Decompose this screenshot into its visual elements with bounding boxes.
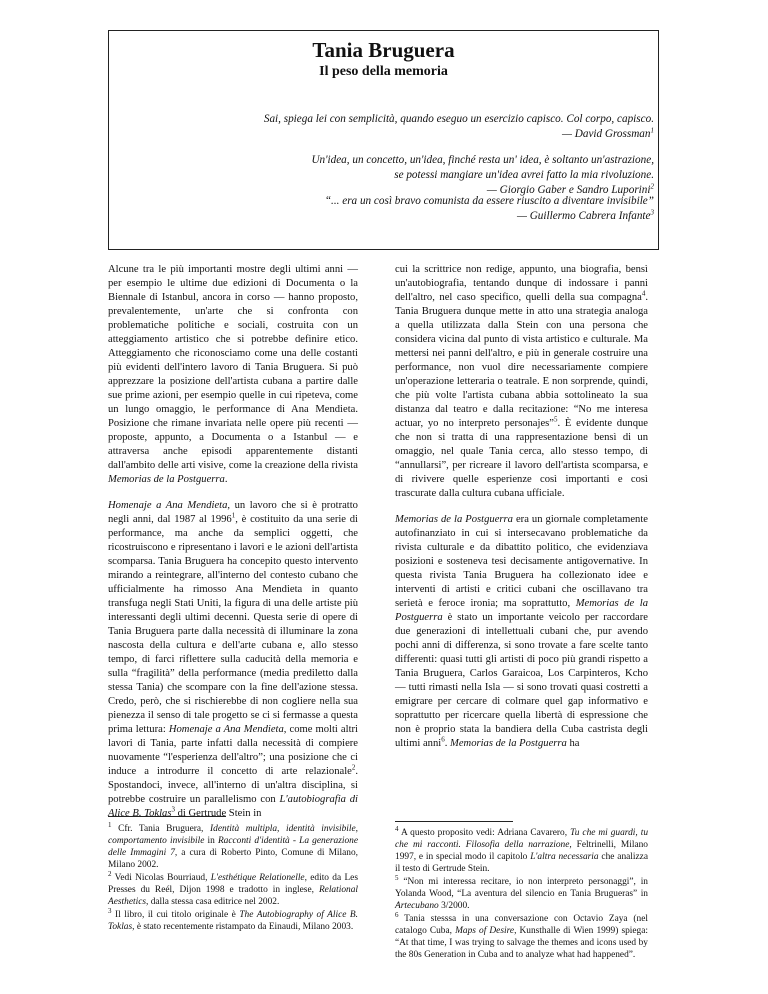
right-column [395,263,648,763]
footnote: $^4$ A questo proposito vedi: Adriana Cavarero, Tu che mi guardi, tu che mi racconti. Filosofia della narrazione, Feltrinelli, Milano 1997, e in special modo il capitolo L'altra necessaria che analizza il testo di Gertrude Stein. [395,824,649,874]
footnote-ref: 3 [650,208,654,217]
footnote-ref: 6 [441,735,445,744]
epigraph-line: se potessi mangiare un'idea avrei fatto la mia rivoluzione. [394,169,654,181]
epigraph-line: Un'idea, un concetto, un'idea, finché resta un' idea, è soltanto un'astrazione, [311,154,654,166]
footnote-rule [395,821,513,822]
article-subtitle: Il peso della memoria [319,64,448,79]
epigraph-author: — Guillermo Cabrera Infante [516,210,651,222]
paragraph: Memorias de la Postguerra era un giornale completamente autofinanziato in cui si intersecavano problematiche da rivista culturale e da dibattito politico, che evidenziava posizioni e sosteneva tesi decisamente antigovernative. In questa rivista Tania Bruguera ha collezionato idee e interventi di artisti e critici cubani che oscillavano tra serietà e feroce ironia; ma soprattutto, Memorias de la Postguerra è stato un importante veicolo per raccordare due generazioni di intellettuali cubani che, pur avendo pochi anni di differenza, si sono trovate a fare scelte tanto differenti: quasi tutti gli artisti di poco più grandi rispetto a Tania Bruguera, Carlos Garaicoa, Los Carpinteros, Kcho — tutti rimasti nella Isla — si sono trovati quasi costretti a emigrare per cercare di colmare quel gap informativo e soprattutto per ricercare quella libertà di espressione che non è proprio stata la bandiera della Cuba castrista degli ultimi anni$^6$. Memorias de la Postguerra ha [395,514,648,749]
footnote-ref: 1 [231,511,236,520]
footnote-ref: 4 [641,289,646,298]
footnotes-right [395,824,649,962]
footnote-ref: 5 [553,415,558,424]
epigraph-line: Sai, spiega lei con semplicità, quando eseguo un esercizio capisco. Col corpo, capisco. [263,113,654,125]
epigraph-author: — David Grossman [562,128,651,140]
footnote: $^5$ “Non mi interessa recitare, io non interpreto personaggi”, in Yolanda Wood, “La aventura del silencio en Tania Brugueras” in Artecubano 3/2000. [395,873,648,911]
epigraph-author: — Giorgio Gaber e Sandro Luporini [486,184,651,196]
epigraph-grossman [264,112,654,142]
epigraph-gaber [311,153,654,198]
left-column [108,263,358,833]
paragraph: Homenaje a Ana Mendieta, un lavoro che si è protratto negli anni, dal 1987 al 1996$^1$, è costituito da una serie di performance, ma anche da semplici oggetti, che ricostruiscono e ripresentano i lavori e le azioni dell'artista scomparsa. Tania Bruguera ha concepito questo intervento mirando a reintegrare, all'interno del contesto cubano che ufficialmente ha rimosso Ana Mendieta in quanto transfuga negli Stati Uniti, la figura di una delle artiste più interessanti degli ultimi decenni. Questa serie di opere di Tania Bruguera parte dalla necessità di illuminare la zona nascosta della cultura e dell'arte cubana e, allo stesso tempo, di farci riflettere sulla caducità della memoria e sulla “fragilità” della performance (media prediletto dalla stessa Tania) che scompare con la fine dell'azione stessa. Credo, però, che si rischierebbe di non cogliere nella sua pienezza il senso di tale progetto se ci si fermasse a questa prima lettura: Homenaje a Ana Mendieta, come molti altri lavori di Tania, parte infatti dalla necessità di compiere nuovamente “l'esperienza dell'altro”; una posizione che ci induce a introdurre il concetto di arte relazionale$^2$. Spostandoci, invece, all'interno di un'altra disciplina, si potrebbe costruire un parallelismo con L'autobiografia di Alice B. Toklas$^3$ di Gertrude Stein in [108,500,358,819]
footnote: $^2$ Vedi Nicolas Bourriaud, L'esthétique Relationelle, edito da Les Presses du Reél, Dijon 1998 e tradotto in inglese, Relational Aesthetics, dalla stessa casa editrice nel 2002. [108,869,358,907]
footnote-rule [108,816,226,817]
footnote-ref: 1 [650,126,654,135]
paragraph: cui la scrittrice non redige, appunto, una biografia, bensì un'autobiografia, tentando dunque di indossare i panni dell'altro, nel caso specifico, quelli della sua compagna$^4$. Tania Bruguera dunque mette in atto una strategia analoga a quella utilizzata dalla Stein con una persona che considera vicina dal punto di vista artistico e culturale. Ma mettersi nei panni dell'altro, e più in generale costruire una performance, non vuol dire necessariamente compiere un'operazione letteraria o teatrale. E non sorprende, quindi, che più volte l'artista cubana abbia sottolineato la sua distanza dal teatro e dalla recitazione: “No me interesa actuar, yo no interpreto personajes”$^5$. È evidente dunque che non si tratta di una rappresentazione bensì di un omaggio, nel quale Tania cerca, allo stesso tempo, di “annullarsi”, per ricreare il lavoro dell'artista scomparsa, e di rivivere quelle esperienze così importanti e così trascurate dalla cultura cubana ufficiale. [395,264,648,499]
paragraph: Alcune tra le più importanti mostre degli ultimi anni — per esempio le ultime due edizioni di Documenta o la Biennale di Istanbul, ancora in corso — hanno proposto, prevalentemente, un'arte che si confronta con problematiche politiche e sociali, costruita con un atteggiamento artistico che si potrebbe definire etico. Atteggiamento che riconosciamo come una delle costanti più evidenti dell'intero lavoro di Tania Bruguera. Si può apprezzare la posizione dell'artista cubana a partire dalle sue prime azioni, per esempio quelle in cui ripeteva, come un lungo omaggio, le performance di Ana Mendieta. Posizione che rimane invariata nelle opere più recenti — proposte, appunto, a Documenta o a Istanbul — e attraversa anche episodi apparentemente distanti dall'ambito delle arti visive, come la creazione della rivista Memorias de la Postguerra. [108,264,358,485]
footnotes-left [108,820,358,934]
footnote-ref: 2 [351,763,356,772]
footnote: $^6$ Tania stesssa in una conversazione con Octavio Zaya (nel catalogo Cuba, Maps of Desire, Kunsthalle di Wien 1999) spiega: “At that time, I was trying to salvage the themes and icons used by the 80s Generation in Cuba and to analyze what had happened”. [395,910,648,960]
footnote: $^3$ Il libro, il cui titolo originale è The Autobiography of Alice B. Toklas, è stato recentemente ristampato da Einaudi, Milano 2003. [108,906,358,932]
footnote: $^1$ Cfr. Tania Bruguera, Identità multipla, identità invisibile, comportamento invisibile in Racconti d'identità - La generazione delle Immagini 7, a cura di Roberto Pinto, Comune di Milano, Milano 2002. [108,820,358,870]
article-title: Tania Bruguera [312,38,455,62]
epigraph-line: “... era un così bravo comunista da essere riuscito a diventare invisibile” [324,195,654,207]
footnote-ref: 2 [650,182,654,191]
epigraph-infante [325,194,654,224]
footnote-ref: 3 [171,805,175,814]
